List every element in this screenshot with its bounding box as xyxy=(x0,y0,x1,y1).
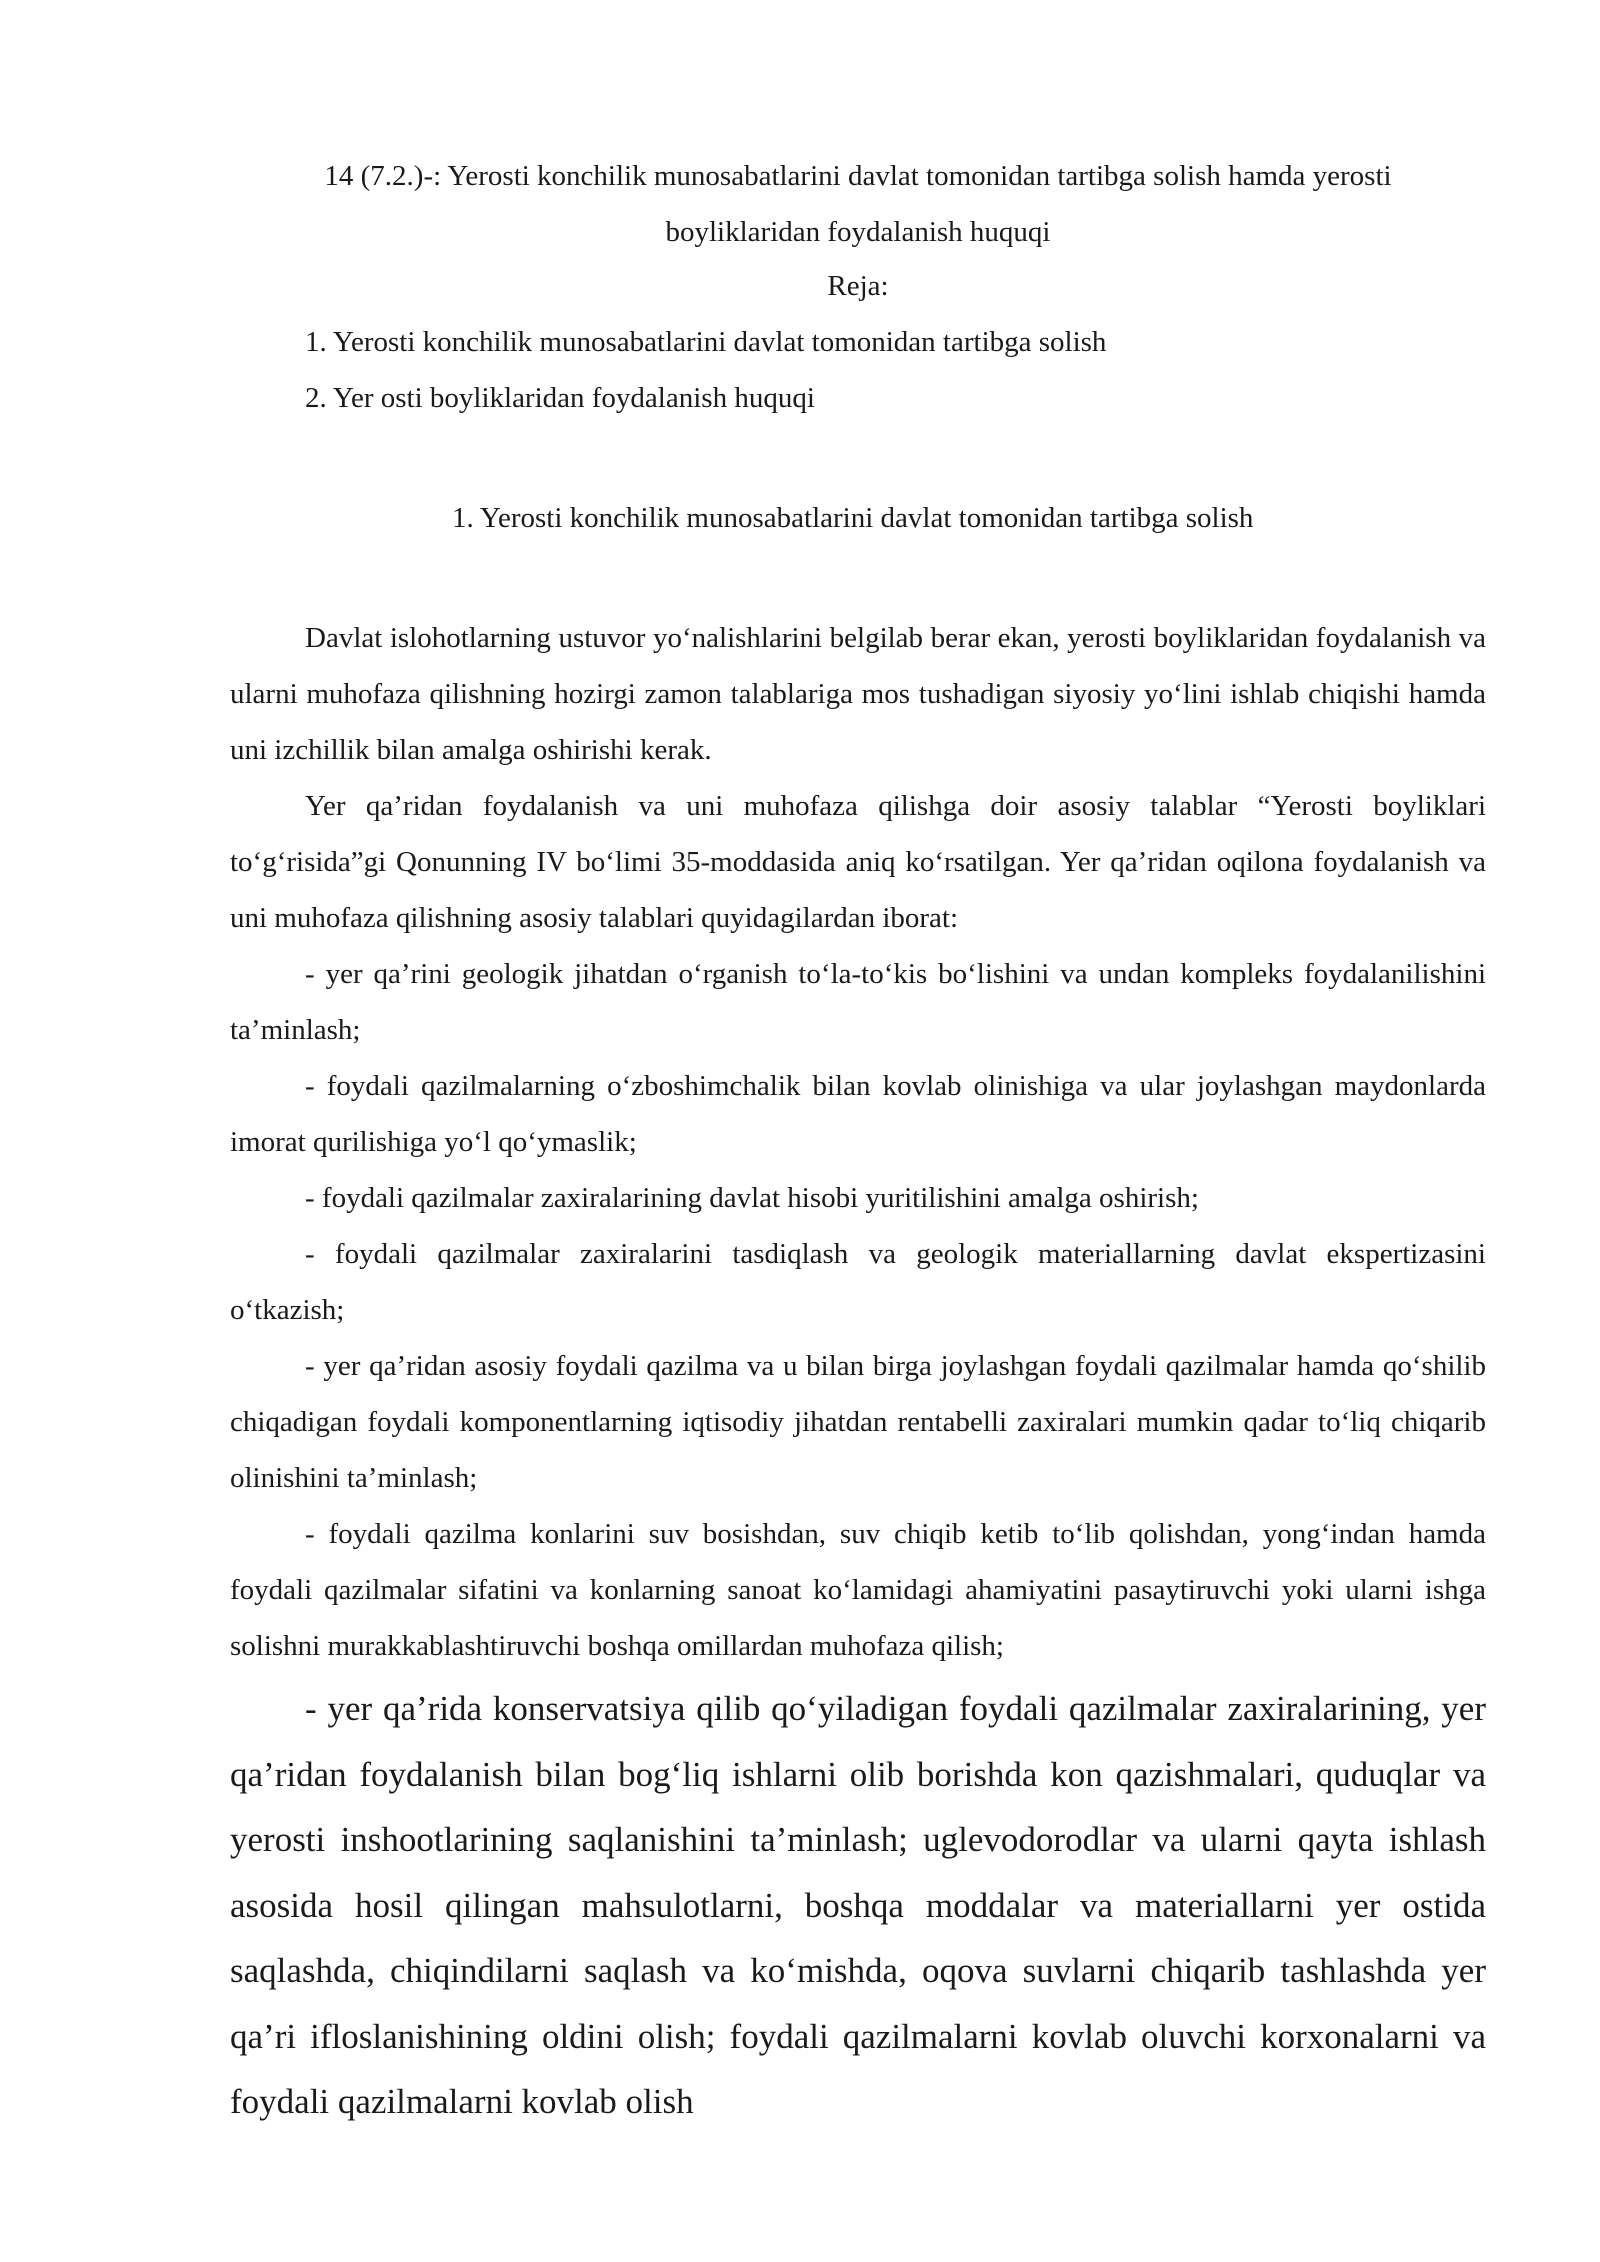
plan-item: 1. Yerosti konchilik munosabatlarini davlat tomonidan tartibga solish xyxy=(305,326,1107,358)
document-title xyxy=(230,148,1486,260)
list-item: - yer qa’rini geologik jihatdan o‘rganish to‘la-to‘kis bo‘lishini va undan kompleks foydalanilishini ta’minlash; xyxy=(230,958,1486,1046)
list-item: - foydali qazilmalar zaxiralarini tasdiqlash va geologik materiallarning davlat ekspertizasini o‘tkazish; xyxy=(230,1238,1486,1326)
body-text xyxy=(230,610,1486,2135)
list-item: - yer qa’ridan asosiy foydali qazilma va u bilan birga joylashgan foydali qazilmalar hamda qo‘shilib chiqadigan foydali komponentlarning iqtisodiy jihatdan rentabelli zaxiralari mumkin qadar to‘liq chiqarib olinishini ta’minlash; xyxy=(230,1350,1486,1494)
plan-item: 2. Yer osti boyliklaridan foydalanish huquqi xyxy=(305,382,815,414)
plan-list xyxy=(305,314,1106,426)
plan-heading: Reja: xyxy=(827,270,889,302)
title-line-1: 14 (7.2.)-: Yerosti konchilik munosabatlarini davlat tomonidan tartibga solish hamda yerosti xyxy=(324,160,1392,192)
list-item: - foydali qazilmalarning o‘zboshimchalik bilan kovlab olinishiga va ular joylashgan maydonlarda imorat qurilishiga yo‘l qo‘ymaslik; xyxy=(230,1070,1486,1158)
paragraph: Yer qa’ridan foydalanish va uni muhofaza qilishga doir asosiy talablar “Yerosti boyliklari to‘g‘risida”gi Qonunning IV bo‘limi 35-moddasida aniq ko‘rsatilgan. Yer qa’ridan oqilona foydalanish va uni muhofaza qilishning asosiy talablari quyidagilardan iborat: xyxy=(230,790,1486,934)
list-item: - foydali qazilmalar zaxiralarining davlat hisobi yuritilishini amalga oshirish; xyxy=(305,1182,1199,1214)
paragraph: Davlat islohotlarning ustuvor yo‘nalishlarini belgilab berar ekan, yerosti boyliklaridan foydalanish va ularni muhofaza qilishning hozirgi zamon talablariga mos tushadigan siyosiy yo‘lini ishlab chiqishi hamda uni izchillik bilan amalga oshirishi kerak. xyxy=(230,622,1486,766)
list-item: - yer qa’rida konservatsiya qilib qo‘yiladigan foydali qazilmalar zaxiralarining, yer qa’ridan foydalanish bilan bog‘liq ishlarni olib borishda kon qazishmalari, quduqlar va yerosti inshootlarining saqlanishini ta’minlash; uglevodorodlar va ularni qayta ishlash asosida hosil qilingan mahsulotlarni, boshqa moddalar va materiallarni yer ostida saqlashda, chiqindilarni saqlash va ko‘mishda, oqova suvlarni chiqarib tashlashda yer qa’ri ifloslanishining oldini olish; foydali qazilmalarni kovlab oluvchi korxonalarni va foydali qazilmalarni kovlab olish xyxy=(230,1689,1486,2121)
section-heading: 1. Yerosti konchilik munosabatlarini davlat tomonidan tartibga solish xyxy=(452,502,1254,534)
title-line-2: boyliklaridan foydalanish huquqi xyxy=(665,216,1051,248)
list-item: - foydali qazilma konlarini suv bosishdan, suv chiqib ketib to‘lib qolishdan, yong‘indan hamda foydali qazilmalar sifatini va konlarning sanoat ko‘lamidagi ahamiyatini pasaytiruvchi yoki ularni ishga solishni murakkablashtiruvchi boshqa omillardan muhofaza qilish; xyxy=(230,1518,1486,1662)
